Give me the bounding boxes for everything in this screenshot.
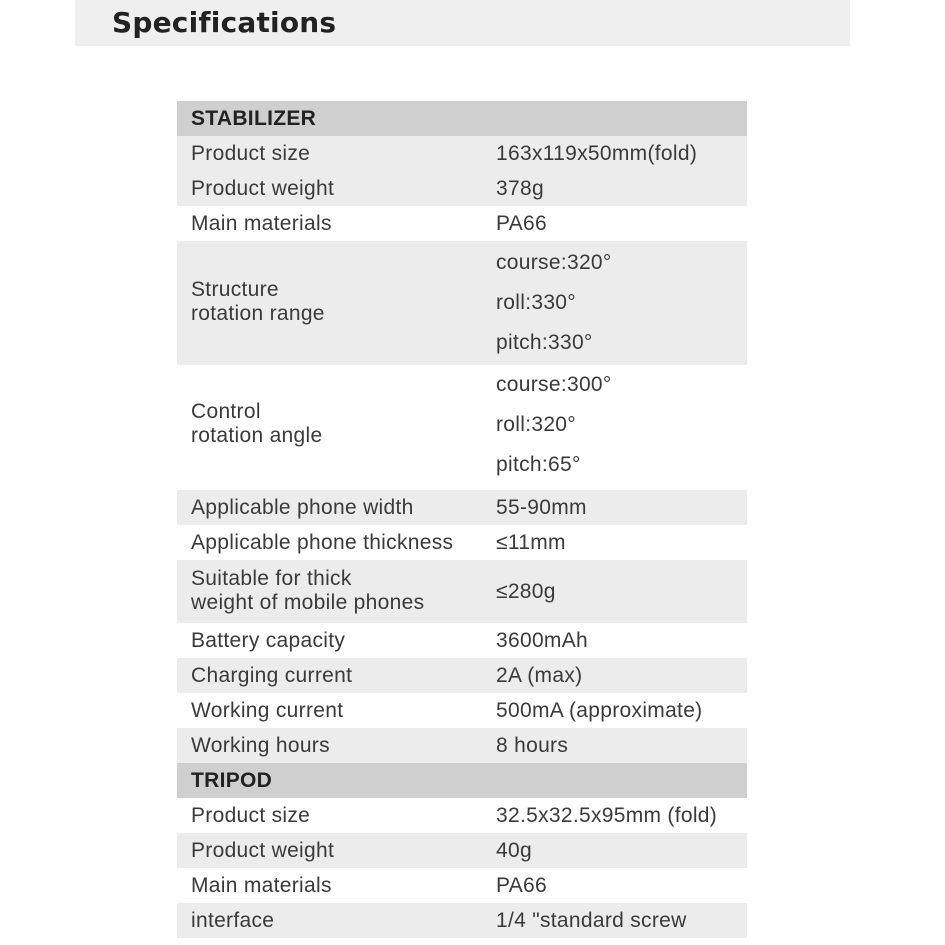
spec-value-line: roll:320° [496, 413, 576, 436]
page-title: Specifications [112, 6, 337, 39]
spec-label: interface [191, 909, 275, 932]
spec-value: 500mA (approximate) [496, 699, 703, 722]
spec-label: Battery capacity [191, 629, 346, 652]
spec-value: 3600mAh [496, 629, 588, 652]
spec-row-main-materials [177, 206, 747, 241]
spec-value: 40g [496, 839, 532, 862]
spec-row-working-hours [177, 728, 747, 763]
spec-value-line: course:300° [496, 373, 612, 396]
spec-label: Applicable phone thickness [191, 531, 454, 554]
spec-label-line: Control [191, 400, 261, 423]
spec-label: Product weight [191, 839, 335, 862]
spec-value: 2A (max) [496, 664, 583, 687]
spec-label: Working current [191, 699, 344, 722]
spec-value-line: pitch:330° [496, 331, 593, 354]
spec-value: PA66 [496, 212, 548, 235]
spec-value: 8 hours [496, 734, 569, 757]
spec-label: Main materials [191, 212, 332, 235]
spec-label: Product size [191, 804, 311, 827]
spec-label-line: Structure [191, 278, 279, 301]
spec-label [191, 278, 325, 326]
spec-value: 55-90mm [496, 496, 587, 519]
spec-row-product-weight [177, 171, 747, 206]
spec-value: 378g [496, 177, 544, 200]
spec-row-control-rotation-angle [177, 365, 747, 490]
spec-label: Charging current [191, 664, 353, 687]
spec-row-suitable-weight [177, 560, 747, 623]
spec-row-charging-current [177, 658, 747, 693]
spec-label: Working hours [191, 734, 330, 757]
spec-row-applicable-phone-thickness [177, 525, 747, 560]
spec-row-product-size [177, 136, 747, 171]
spec-label [191, 400, 322, 448]
page-banner [75, 0, 850, 46]
spec-row-structure-rotation-range [177, 241, 747, 365]
spec-table [177, 101, 747, 938]
spec-row-tripod-product-weight [177, 833, 747, 868]
spec-label: Applicable phone width [191, 496, 414, 519]
spec-value: 1/4 "standard screw [496, 909, 687, 932]
spec-value [496, 243, 612, 363]
spec-row-working-current [177, 693, 747, 728]
spec-label-line: rotation range [191, 302, 325, 325]
spec-row-applicable-phone-width [177, 490, 747, 525]
spec-row-tripod-product-size [177, 798, 747, 833]
spec-label-line: rotation angle [191, 424, 323, 447]
spec-value [496, 365, 612, 485]
spec-label-line: weight of mobile phones [191, 591, 425, 614]
spec-row-battery-capacity [177, 623, 747, 658]
spec-value-line: pitch:65° [496, 453, 581, 476]
spec-row-tripod-main-materials [177, 868, 747, 903]
spec-value: ≤11mm [496, 531, 566, 554]
spec-value-line: roll:330° [496, 291, 576, 314]
spec-value: 163x119x50mm(fold) [496, 142, 698, 165]
spec-label: Product size [191, 142, 311, 165]
spec-label: Main materials [191, 874, 332, 897]
section-header-stabilizer: STABILIZER [177, 101, 747, 136]
spec-value: 32.5x32.5x95mm (fold) [496, 804, 718, 827]
spec-value: ≤280g [496, 580, 556, 603]
spec-label: Product weight [191, 177, 335, 200]
section-header-tripod: TRIPOD [177, 763, 747, 798]
spec-value-line: course:320° [496, 251, 612, 274]
spec-value: PA66 [496, 874, 548, 897]
spec-label [191, 567, 424, 615]
spec-label-line: Suitable for thick [191, 567, 352, 590]
spec-row-tripod-interface [177, 903, 747, 938]
